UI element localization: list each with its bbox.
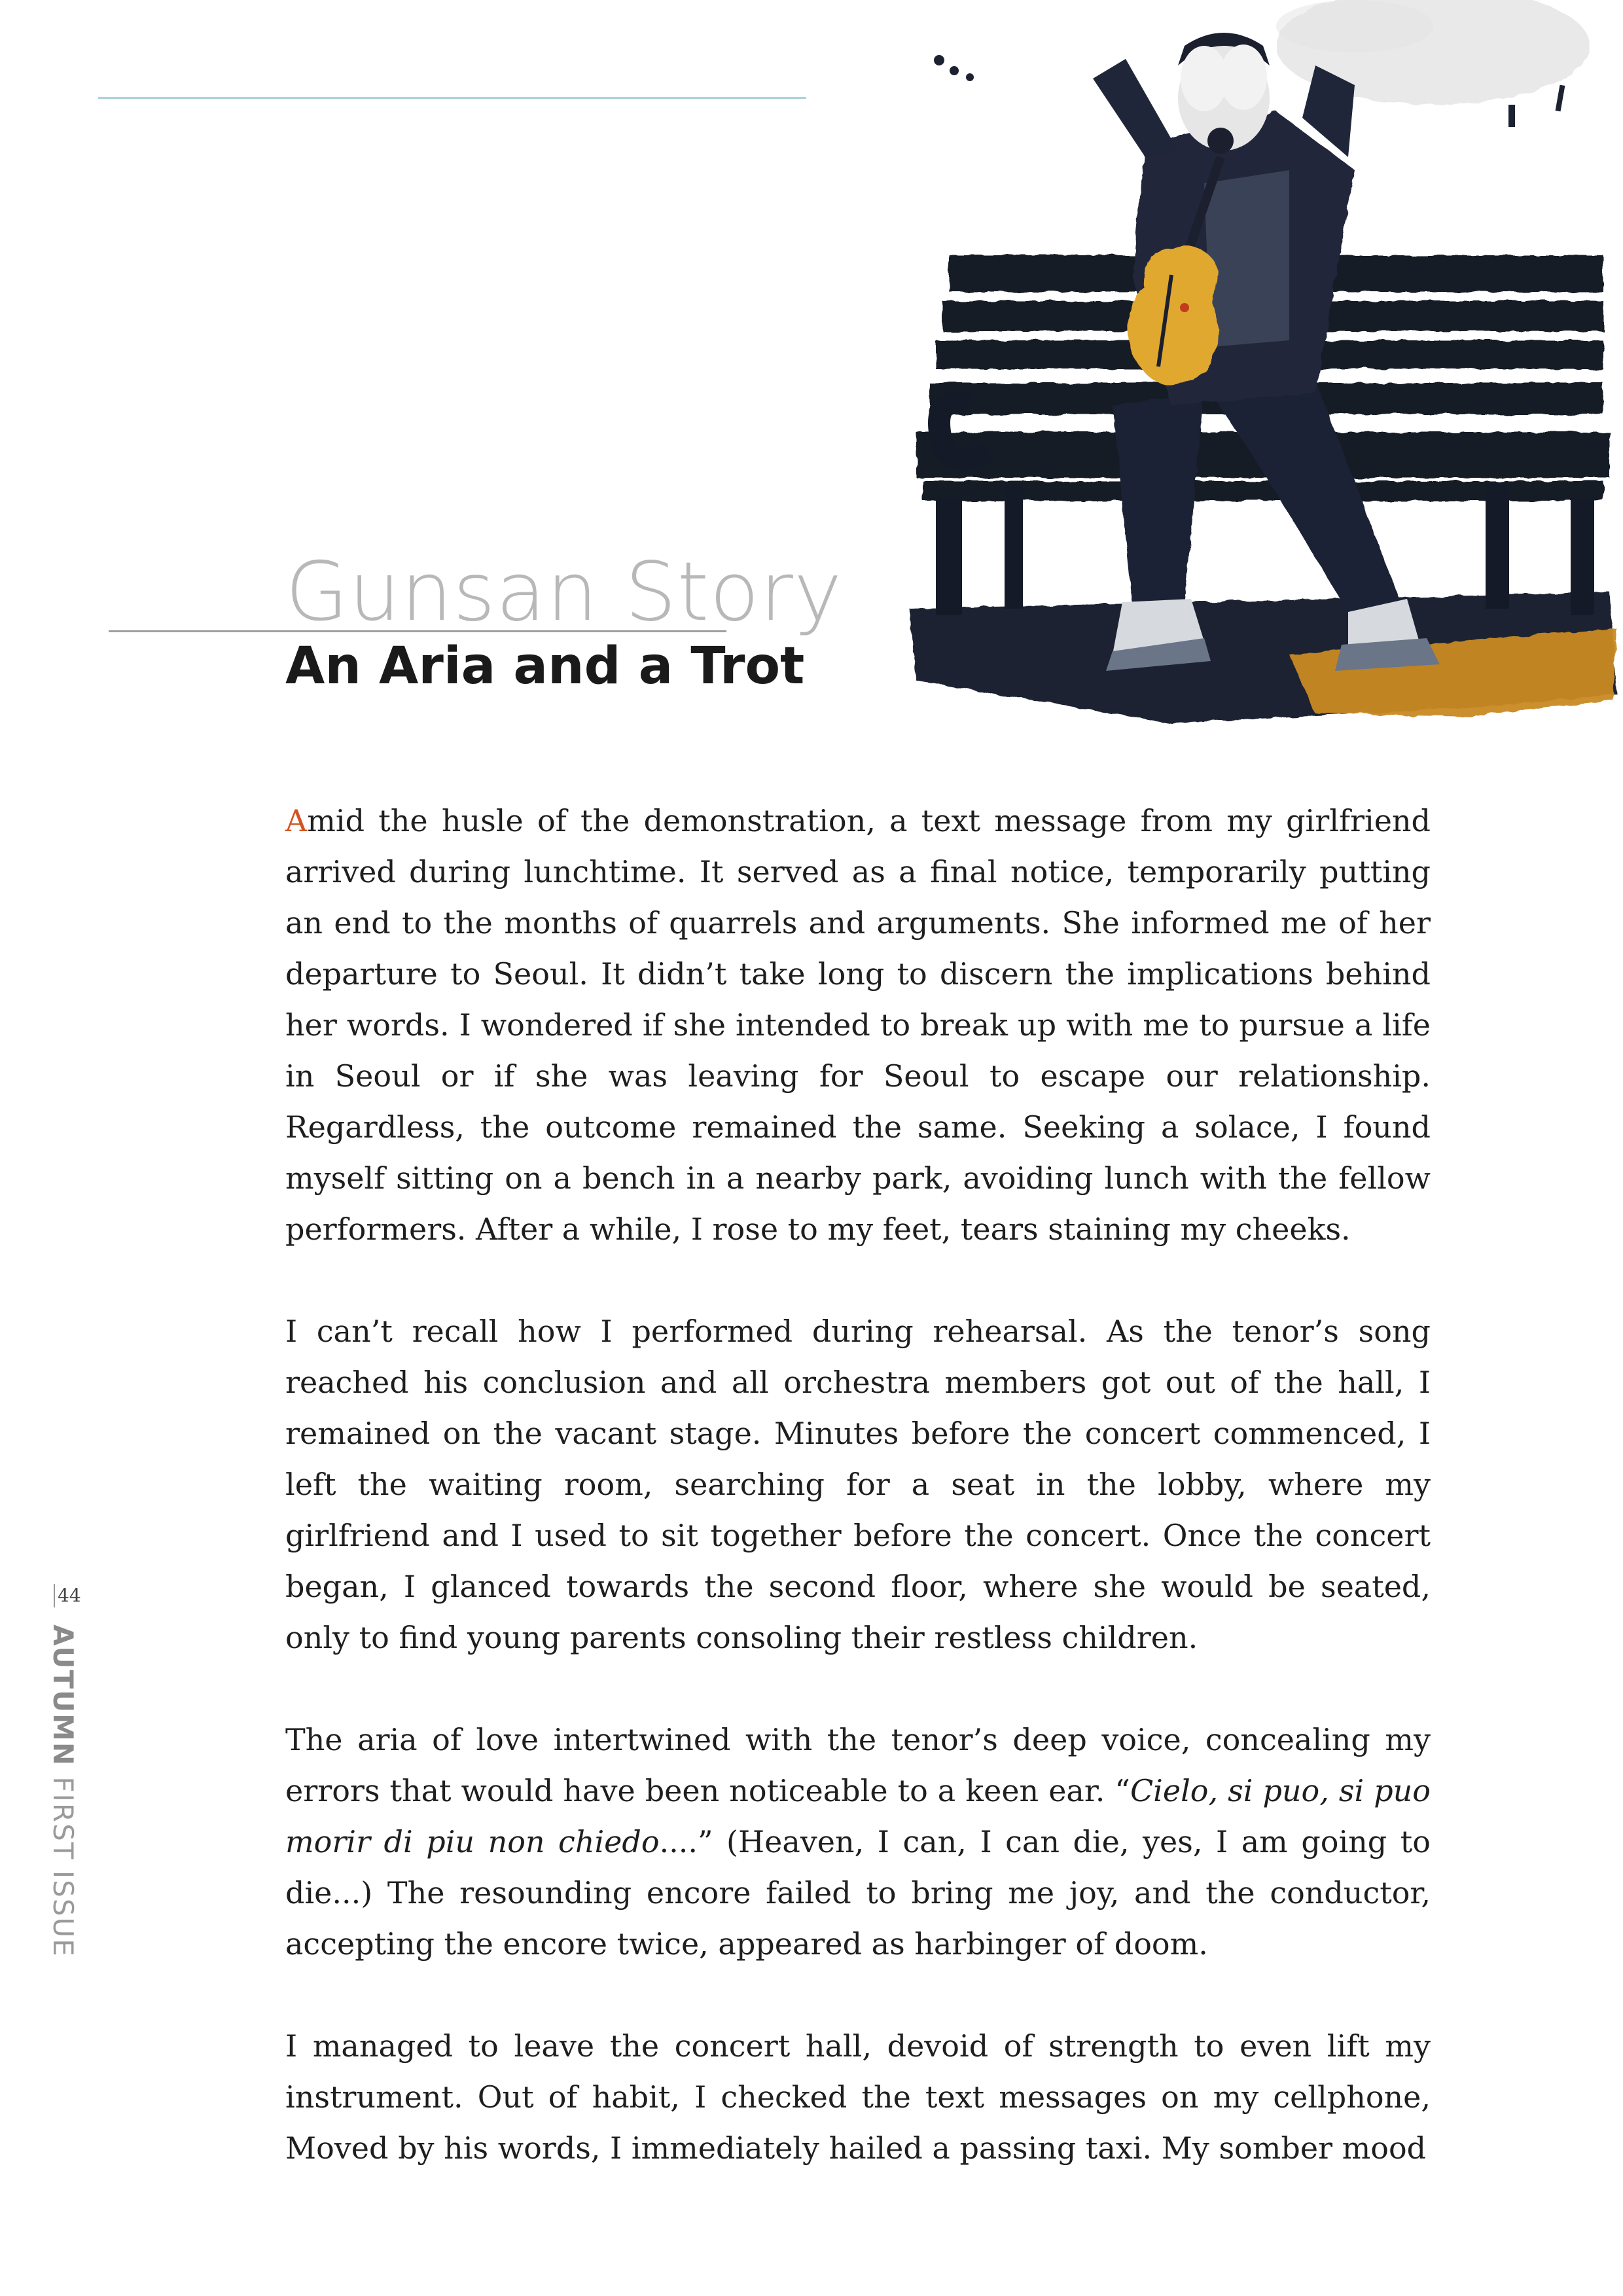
paragraph-3 <box>285 1714 1431 1969</box>
article-subtitle: An Aria and a Trot <box>285 637 805 696</box>
paragraph-3-start: The aria of love intertwined with the tenor’s deep voice, concealing my errors that would have been noticeable to a keen ear. “ <box>285 1722 1431 1808</box>
italic-quote: Cielo, si puo, si puo morir di piu non chiedo <box>285 1773 1431 1859</box>
paragraph-1-text: mid the husle of the demonstration, a text message from my girlfriend arrived during lunchtime. It served as a final notice, temporarily putting an end to the months of quarrels and arguments. She informed me of her departure to Seoul. It didn’t take long to discern the implications behind her words. I wondered if she intended to break up with me to pursue a life in Seoul or if she was leaving for Seoul to escape our relationship. Regardless, the outcome remained the same. Seeking a solace, I found myself sitting on a bench in a nearby park, avoiding lunch with the fellow performers. After a while, I rose to my feet, tears staining my cheeks. <box>285 803 1431 1247</box>
paragraph-2: I can’t recall how I performed during rehearsal. As the tenor’s song reached his conclusion and all orchestra members got out of the hall, I remained on the vacant stage. Minutes before the concert commenced, I left the waiting room, searching for a seat in the lobby, where my girlfriend and I used to sit together before the concert. Once the concert began, I glanced towards the second floor, where she would be seated, only to find young parents consoling their restless children. <box>285 1314 1431 1655</box>
issue-season: AUTUMN <box>47 1624 79 1767</box>
paragraph-1 <box>285 795 1431 1255</box>
paragraph-3-end: ....” (Heaven, I can, I can die, yes, I am going to die...) The resounding encore failed to bring me joy, and the conductor, accepting the encore twice, appeared as harbinger of doom. <box>285 1824 1431 1962</box>
top-divider <box>98 97 806 99</box>
article-body <box>285 795 1431 2225</box>
drop-cap: A <box>285 803 308 838</box>
issue-name: FIRST ISSUE <box>47 1767 79 1958</box>
violinist-on-bench-illustration <box>897 0 1623 746</box>
issue-label <box>47 1624 79 1958</box>
paragraph-4: I managed to leave the concert hall, devoid of strength to even lift my instrument. Out of habit, I checked the text messages on my cellphone, Moved by his words, I immediately hailed a passing taxi. My somber mood <box>285 2028 1431 2166</box>
article-title: Gunsan Story <box>285 545 843 639</box>
page-number: 44 <box>54 1584 84 1607</box>
